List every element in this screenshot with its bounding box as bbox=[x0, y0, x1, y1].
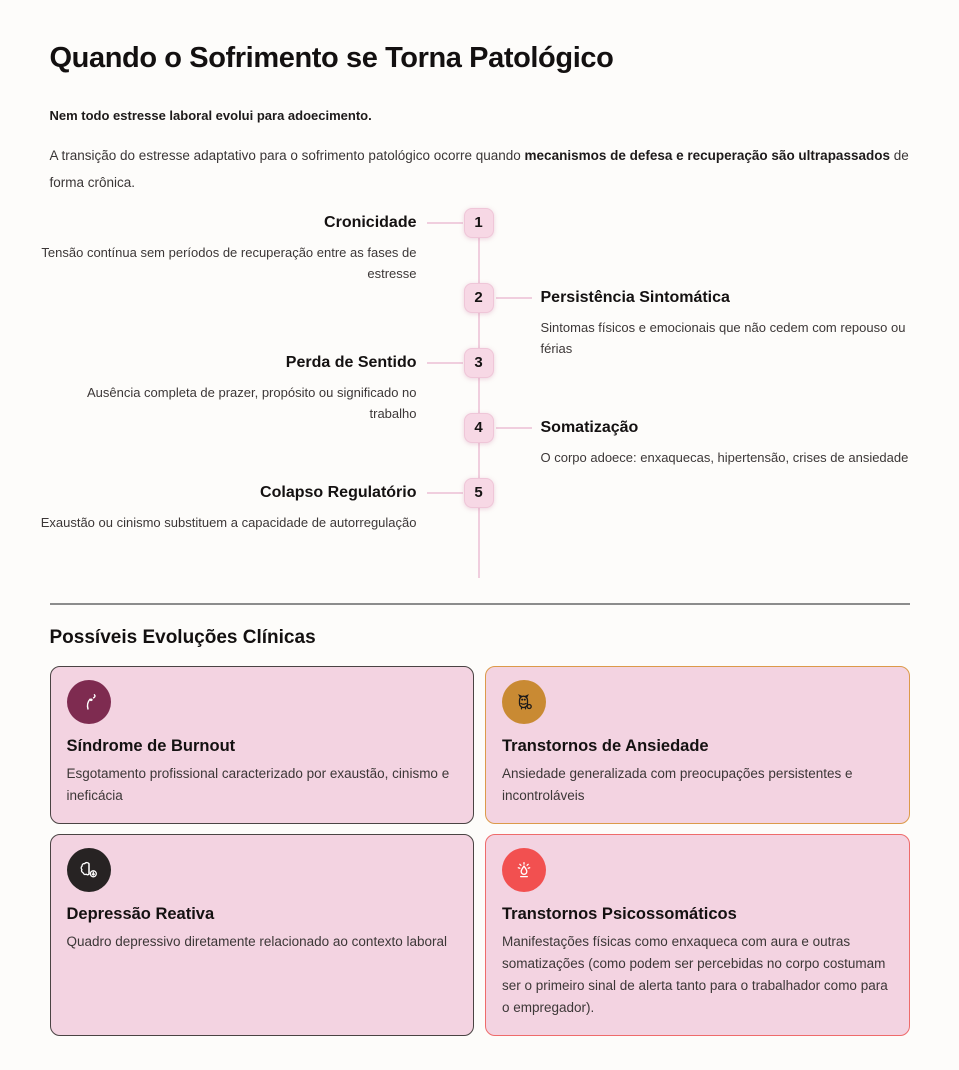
clinical-section-heading: Possíveis Evoluções Clínicas bbox=[49, 627, 316, 648]
card-transtornos-psicossomaticos bbox=[485, 834, 910, 1036]
card-sindrome-de-burnout bbox=[50, 666, 475, 824]
timeline-connector bbox=[496, 297, 532, 299]
timeline-step-number: 1 bbox=[464, 208, 494, 238]
timeline-step-title: Cronicidade bbox=[324, 214, 417, 231]
timeline-step-number: 3 bbox=[464, 348, 494, 378]
fire-icon bbox=[502, 848, 546, 892]
timeline-step-title: Perda de Sentido bbox=[285, 354, 417, 371]
timeline-step-number: 5 bbox=[464, 478, 494, 508]
card-depressao-reativa bbox=[50, 834, 475, 1036]
timeline-step-description: O corpo adoece: enxaquecas, hipertensão, crises de ansiedade bbox=[540, 450, 909, 465]
card-description: Manifestações físicas como enxaqueca com aura e outras somatizações (como podem ser percebidas no corpo costumam ser o primeiro sinal de alerta tanto para o trabalhador como para o empregador). bbox=[502, 934, 888, 1015]
timeline-step-description: Sintomas físicos e emocionais que não cedem com repouso ou férias bbox=[540, 320, 906, 356]
owl-icon bbox=[502, 680, 546, 724]
timeline-connector bbox=[496, 427, 532, 429]
intro-text-bold: mecanismos de defesa e recuperação são ultrapassados bbox=[524, 148, 890, 163]
intro-paragraph bbox=[50, 142, 910, 196]
brain-icon bbox=[67, 848, 111, 892]
timeline-step-title: Somatização bbox=[540, 419, 639, 436]
card-title: Transtornos Psicossomáticos bbox=[502, 905, 737, 923]
card-description: Esgotamento profissional caracterizado por exaustão, cinismo e ineficácia bbox=[66, 766, 450, 803]
card-description: Ansiedade generalizada com preocupações persistentes e incontroláveis bbox=[502, 766, 853, 803]
timeline-step-title: Colapso Regulatório bbox=[260, 484, 417, 501]
timeline-step-number: 2 bbox=[464, 283, 494, 313]
pathology-timeline bbox=[40, 202, 910, 582]
timeline-step-description: Tensão contínua sem períodos de recuperação entre as fases de estresse bbox=[41, 245, 417, 281]
infographic-page bbox=[40, 0, 910, 1070]
card-title: Depressão Reativa bbox=[66, 905, 215, 923]
card-title: Síndrome de Burnout bbox=[66, 737, 236, 755]
intro-text-before: A transição do estresse adaptativo para o sofrimento patológico ocorre quando bbox=[49, 148, 525, 163]
card-transtornos-de-ansiedade bbox=[485, 666, 910, 824]
clinical-cards-grid bbox=[50, 666, 910, 1070]
timeline-vertical-line bbox=[478, 210, 480, 578]
timeline-step-number: 4 bbox=[464, 413, 494, 443]
timeline-connector bbox=[427, 362, 463, 364]
timeline-connector bbox=[427, 222, 463, 224]
card-description: Quadro depressivo diretamente relacionado ao contexto laboral bbox=[66, 934, 447, 949]
page-title: Quando o Sofrimento se Torna Patológico bbox=[49, 42, 614, 74]
timeline-step-title: Persistência Sintomática bbox=[540, 289, 730, 306]
burnt-match-icon bbox=[67, 680, 111, 724]
timeline-step-description: Ausência completa de prazer, propósito ou significado no trabalho bbox=[86, 385, 417, 421]
intro-text-after: de forma crônica. bbox=[49, 148, 909, 190]
intro-lead-text: Nem todo estresse laboral evolui para adoecimento. bbox=[49, 108, 372, 123]
section-divider bbox=[50, 603, 910, 605]
timeline-step-description: Exaustão ou cinismo substituem a capacidade de autorregulação bbox=[40, 515, 417, 530]
card-title: Transtornos de Ansiedade bbox=[502, 737, 709, 755]
timeline-connector bbox=[427, 492, 463, 494]
